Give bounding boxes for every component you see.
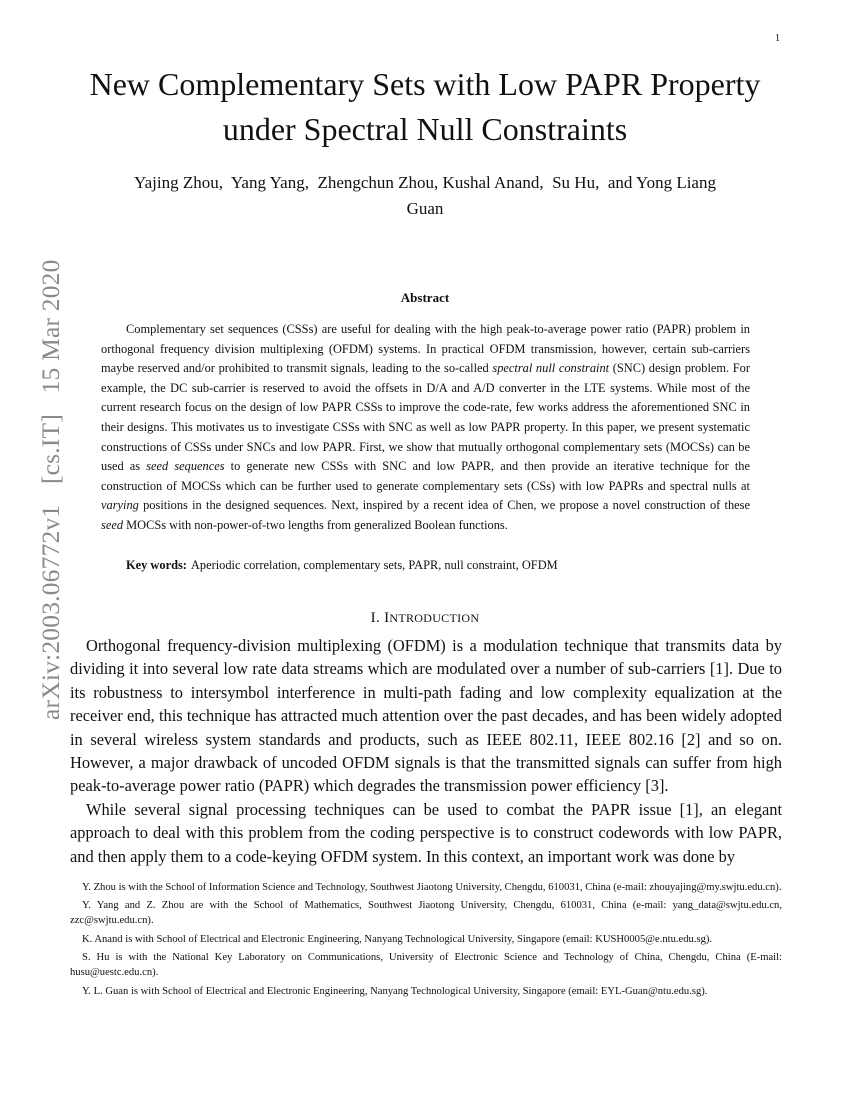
footnote-5: Y. L. Guan is with School of Electrical and Electronic Engineering, Nanyang Technological University, Singapore (email: EYL-Guan@ntu.edu.sg). — [82, 985, 708, 997]
footnotes — [70, 880, 782, 1002]
body-text — [70, 634, 782, 868]
title-line-2: under Spectral Null Constraints — [222, 111, 628, 147]
footnote-4: S. Hu is with the National Key Laboratory on Communications, University of Electronic Science and Technology of China, Chengdu, China (E-mail: husu@uestc.edu.cn). — [70, 952, 782, 979]
arxiv-date: 15 Mar 2020 — [36, 259, 65, 394]
abstract-text: (SNC) design problem. For example, the DC sub-carrier is reserved to avoid the offsets in D/A and A/D converter in the LTE systems. While most of the current research focus on the design of low PAPR CSSs to improve the code-rate, few works address the aforementioned SNC in their designs. This motivates us to investigate CSSs with SNC as well as low PAPR property. In this paper, we present systematic constructions of CSSs under SNCs and low PAPR. First, we show that mutually orthogonal complementary sets (MOCSs) can be used as — [101, 361, 750, 474]
title-line-1: New Complementary Sets with Low PAPR Property — [89, 66, 761, 102]
abstract-text: MOCSs with non-power-of-two lengths from generalized Boolean functions. — [123, 517, 508, 532]
section-title-first: I — [384, 610, 390, 626]
abstract-text: to generate new CSSs with SNC and low PAPR, and then provide an iterative technique for the construction of MOCSs which can be further used to generate complementary sets (CSs) with low PAPRs and spectral nulls at — [101, 459, 751, 493]
footnote-3: K. Anand is with School of Electrical and Electronic Engineering, Nanyang Technological University, Singapore (email: KUSH0005@e.ntu.edu.sg). — [82, 933, 713, 945]
abstract-emphasis: spectral null constraint — [492, 361, 610, 376]
keywords-text: Aperiodic correlation, complementary sets, PAPR, null constraint, OFDM — [190, 558, 558, 572]
author-list — [70, 170, 780, 222]
abstract-emphasis: seed — [101, 517, 124, 532]
abstract-heading: Abstract — [400, 290, 450, 305]
keywords-label: Key words: — [126, 558, 187, 572]
page-number: 1 — [775, 33, 780, 44]
abstract-emphasis: varying — [101, 498, 139, 513]
footnote-2: Y. Yang and Z. Zhou are with the School of Mathematics, Southwest Jiaotong University, Chengdu, 610031, China (e-mail: yang_data@swjtu.edu.cn, zzc@swjtu.edu.cn). — [70, 900, 782, 927]
section-heading — [0, 610, 850, 627]
arxiv-category: [cs.IT] — [36, 413, 65, 485]
authors-line-2: Guan — [406, 199, 444, 218]
keywords — [126, 558, 558, 573]
abstract-text: Complementary set sequences (CSSs) are useful for dealing with the high peak-to-average power ratio (PAPR) problem in orthogonal frequency division multiplexing (OFDM) systems. In practical OFDM transmission, however, certain sub-carriers maybe reserved and/or prohibited to transmit signals, leading to the so-called — [101, 322, 750, 376]
authors-line-1: Yajing Zhou, Yang Yang, Zhengchun Zhou, Kushal Anand, Su Hu, and Yong Liang — [134, 173, 716, 192]
body-paragraph-2: While several signal processing techniques can be used to combat the PAPR issue [1], an elegant approach to deal with this problem from the coding perspective is to construct codewords with low PAPR, and then apply them to a code-keying OFDM system. In this context, an important work was done by — [70, 799, 782, 866]
section-number: I. — [370, 610, 381, 626]
body-paragraph-1: Orthogonal frequency-division multiplexing (OFDM) is a modulation technique that transmits data by dividing it into several low rate data streams which are modulated over a number of sub-carriers [1]. Due to its robustness to intersymbol interference in multi-path fading and low complexity equalization at the receiver end, this technique has attracted much attention over the past decades, and has been widely adopted in several wireless system standards and products, such as IEEE 802.11, IEEE 802.16 [2] and so on. However, a major drawback of uncoded OFDM signals is that the transmitted signals can suffer from high peak-to-average power ratio (PAPR) which degrades the transmission power efficiency [3]. — [70, 636, 782, 796]
footnote-1: Y. Zhou is with the School of Information Science and Technology, Southwest Jiaotong University, Chengdu, 610031, China (e-mail: zhouyajing@my.swjtu.edu.cn). — [82, 882, 782, 893]
abstract-emphasis: seed sequences — [146, 459, 225, 474]
paper-title — [60, 62, 790, 152]
arxiv-id: arXiv:2003.06772v1 — [36, 504, 65, 720]
abstract-text: positions in the designed sequences. Next, inspired by a recent idea of Chen, we propose a novel construction of these — [138, 498, 750, 513]
abstract-body — [101, 320, 750, 536]
section-title-rest: NTRODUCTION — [389, 611, 480, 625]
arxiv-stamp — [36, 245, 66, 720]
